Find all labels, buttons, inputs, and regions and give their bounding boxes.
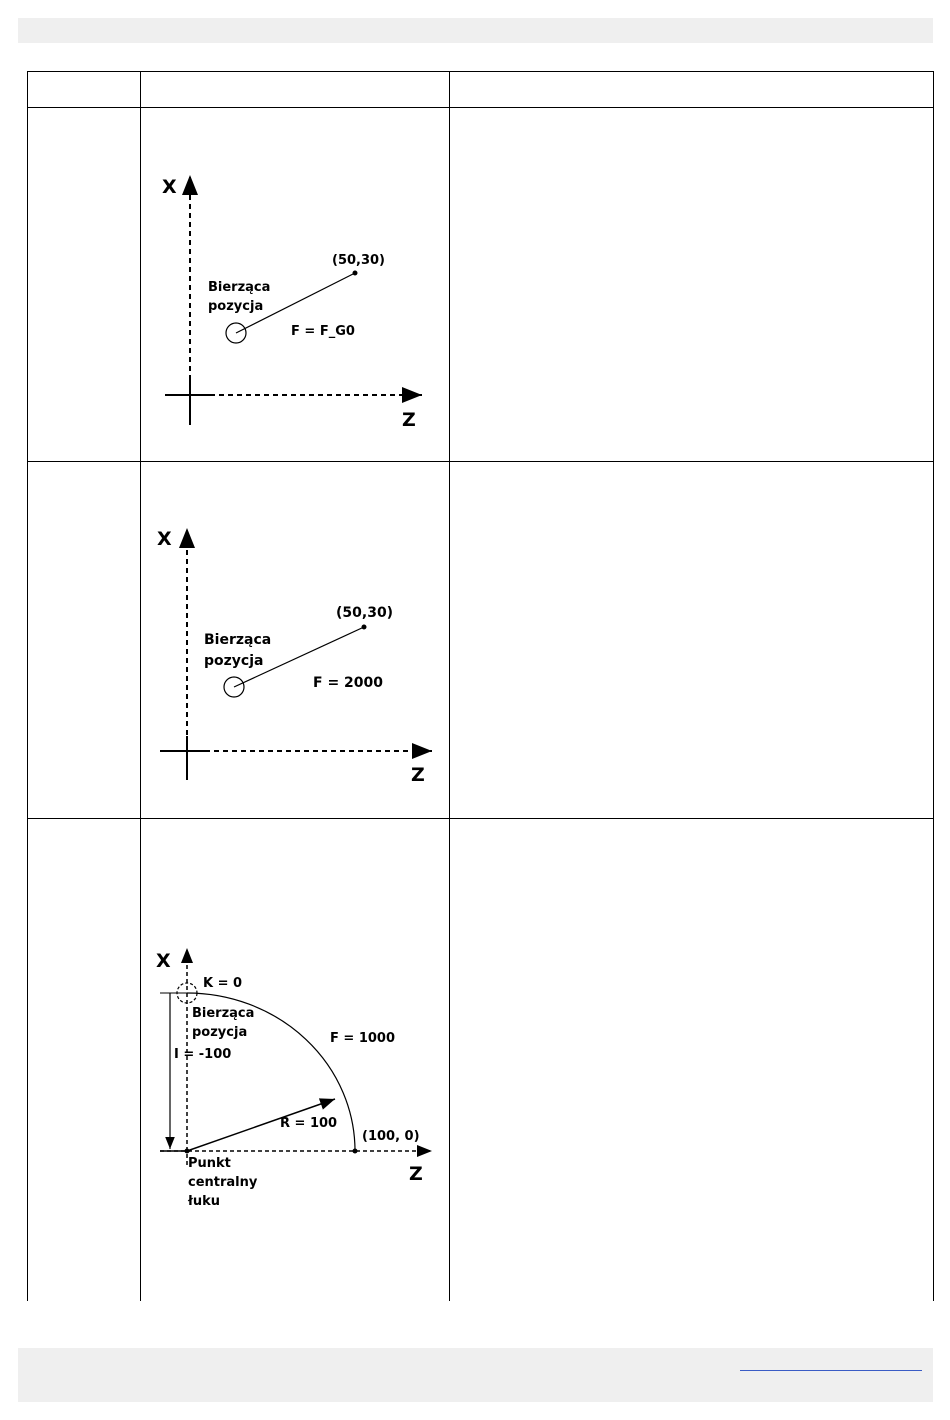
start-label-line-1: Bierząca (192, 1006, 255, 1021)
axis-x-label: X (156, 950, 171, 972)
target-point (353, 271, 358, 276)
axis-x-label: X (157, 528, 172, 550)
start-label-line-2: pozycja (208, 299, 264, 314)
end-point-label: (100, 0) (362, 1129, 420, 1144)
axis-z-label: Z (402, 409, 416, 431)
axis-z-label: Z (411, 764, 425, 786)
center-point (185, 1149, 190, 1154)
g0-diagram (150, 165, 440, 435)
start-label-line-1: Bierząca (204, 632, 272, 648)
center-label-line-2: centralny (188, 1175, 258, 1190)
axis-z-label: Z (409, 1163, 423, 1185)
k-label: K = 0 (203, 976, 243, 991)
feed-label: F = 2000 (313, 675, 384, 691)
center-label-line-1: Punkt (188, 1156, 231, 1171)
end-point (353, 1149, 358, 1154)
center-label-line-3: łuku (188, 1194, 220, 1209)
target-label: (50,30) (336, 605, 394, 621)
target-point (362, 625, 367, 630)
start-label-line-1: Bierząca (208, 280, 271, 295)
start-label-line-2: pozycja (192, 1025, 248, 1040)
i-label: I = -100 (174, 1047, 232, 1062)
g1-diagram (150, 520, 440, 790)
start-label-line-2: pozycja (204, 653, 264, 669)
target-label: (50,30) (332, 253, 386, 268)
feed-label: F = 1000 (330, 1031, 396, 1046)
radius-label: R = 100 (280, 1116, 338, 1131)
page-footer-bar (18, 1348, 933, 1402)
feed-label: F = F_G0 (291, 324, 355, 339)
page-header-bar (18, 18, 933, 43)
arc-diagram (150, 940, 440, 1220)
footer-link[interactable] (740, 1370, 922, 1371)
axis-x-label: X (162, 176, 177, 198)
